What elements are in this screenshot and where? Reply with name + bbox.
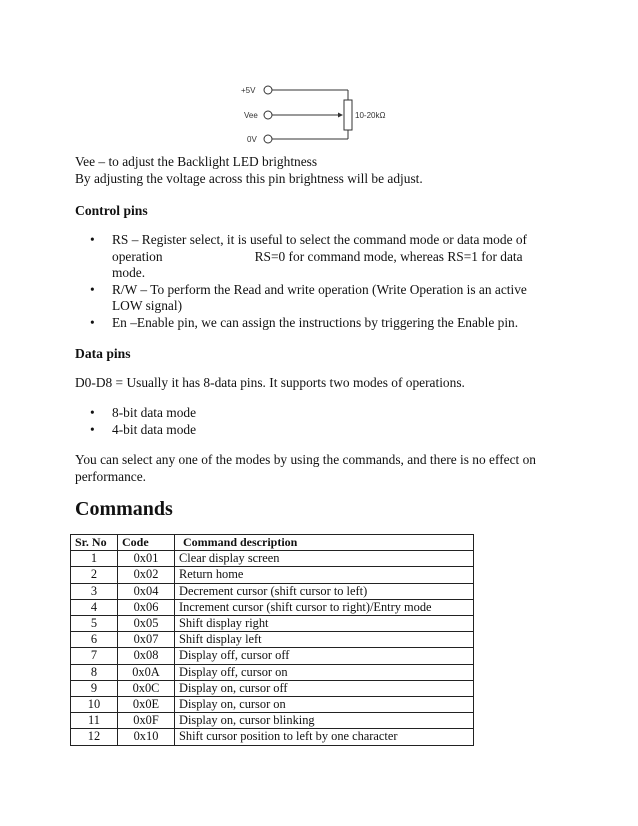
cell-description: Shift display right [175,616,474,632]
table-row [71,583,474,599]
table-row [71,713,474,729]
cell-description: Decrement cursor (shift cursor to left) [175,583,474,599]
cell-description: Display on, cursor blinking [175,713,474,729]
diagram-label-resistor: 10-20kΩ [355,111,386,120]
cell-code: 0x0C [118,680,175,696]
cell-description: Display off, cursor off [175,648,474,664]
cell-description: Display off, cursor on [175,664,474,680]
table-row [71,648,474,664]
list-item: • R/W – To perform the Read and write operation (Write Operation is an active LOW signal) [90,281,527,313]
data-pins-heading: Data pins [75,346,131,361]
bullet-icon: • [90,421,95,437]
cell-sr-no: 10 [71,697,118,713]
cell-sr-no: 11 [71,713,118,729]
table-row [71,599,474,615]
table-row [71,680,474,696]
diagram-label-5v: +5V [241,86,256,95]
table-row [71,664,474,680]
cell-sr-no: 8 [71,664,118,680]
vee-title: Vee – to adjust the Backlight LED brightness [75,154,318,169]
bullet-icon: • [90,405,95,420]
diagram-label-0v: 0V [247,135,257,144]
vee-description: By adjusting the voltage across this pin brightness will be adjust. [75,171,423,186]
bullet-icon: • [90,232,95,247]
modes-note: You can select any one of the modes by using the commands, and there is no effect on performance. [75,452,537,484]
header-description: Command description [175,535,474,551]
cell-sr-no: 9 [71,680,118,696]
table-row [71,697,474,713]
table-row [71,729,474,745]
control-pins-list [88,232,568,331]
list-item: • 8-bit data mode [90,405,197,420]
cell-sr-no: 4 [71,599,118,615]
table-row [71,632,474,648]
cell-description: Return home [175,567,474,583]
cell-sr-no: 2 [71,567,118,583]
cell-description: Display on, cursor on [175,697,474,713]
list-item: • 4-bit data mode [90,421,197,437]
bullet-icon: • [90,281,95,297]
header-code: Code [118,535,175,551]
cell-code: 0x10 [118,729,175,745]
cell-sr-no: 3 [71,583,118,599]
cell-sr-no: 6 [71,632,118,648]
cell-code: 0x06 [118,599,175,615]
cell-code: 0x04 [118,583,175,599]
cell-code: 0x08 [118,648,175,664]
data-pins-description: D0-D8 = Usually it has 8-data pins. It supports two modes of operations. [75,375,465,390]
cell-sr-no: 12 [71,729,118,745]
cell-description: Increment cursor (shift cursor to right)/Entry mode [175,599,474,615]
table-row [71,616,474,632]
bullet-icon: • [90,314,95,330]
modes-list [88,405,568,438]
commands-title: Commands [75,498,173,520]
cell-code: 0x0F [118,713,175,729]
cell-sr-no: 1 [71,551,118,567]
cell-code: 0x0E [118,697,175,713]
list-item: • En –Enable pin, we can assign the instructions by triggering the Enable pin. [90,314,519,330]
cell-sr-no: 5 [71,616,118,632]
diagram-label-vee: Vee [244,111,258,120]
cell-code: 0x07 [118,632,175,648]
cell-code: 0x0A [118,664,175,680]
cell-description: Display on, cursor off [175,680,474,696]
control-pins-heading: Control pins [75,203,148,218]
commands-table [70,534,474,746]
table-header-row [71,535,474,551]
header-sr-no: Sr. No [71,535,118,551]
cell-description: Shift display left [175,632,474,648]
cell-code: 0x05 [118,616,175,632]
list-item: • RS – Register select, it is useful to select the command mode or data mode of operation RS=0 for command mode, whereas RS=1 for data mode. [90,232,528,280]
contrast-potentiometer-diagram [230,78,400,148]
table-row [71,567,474,583]
cell-sr-no: 7 [71,648,118,664]
cell-description: Clear display screen [175,551,474,567]
cell-code: 0x01 [118,551,175,567]
table-row [71,551,474,567]
cell-description: Shift cursor position to left by one character [175,729,474,745]
cell-code: 0x02 [118,567,175,583]
